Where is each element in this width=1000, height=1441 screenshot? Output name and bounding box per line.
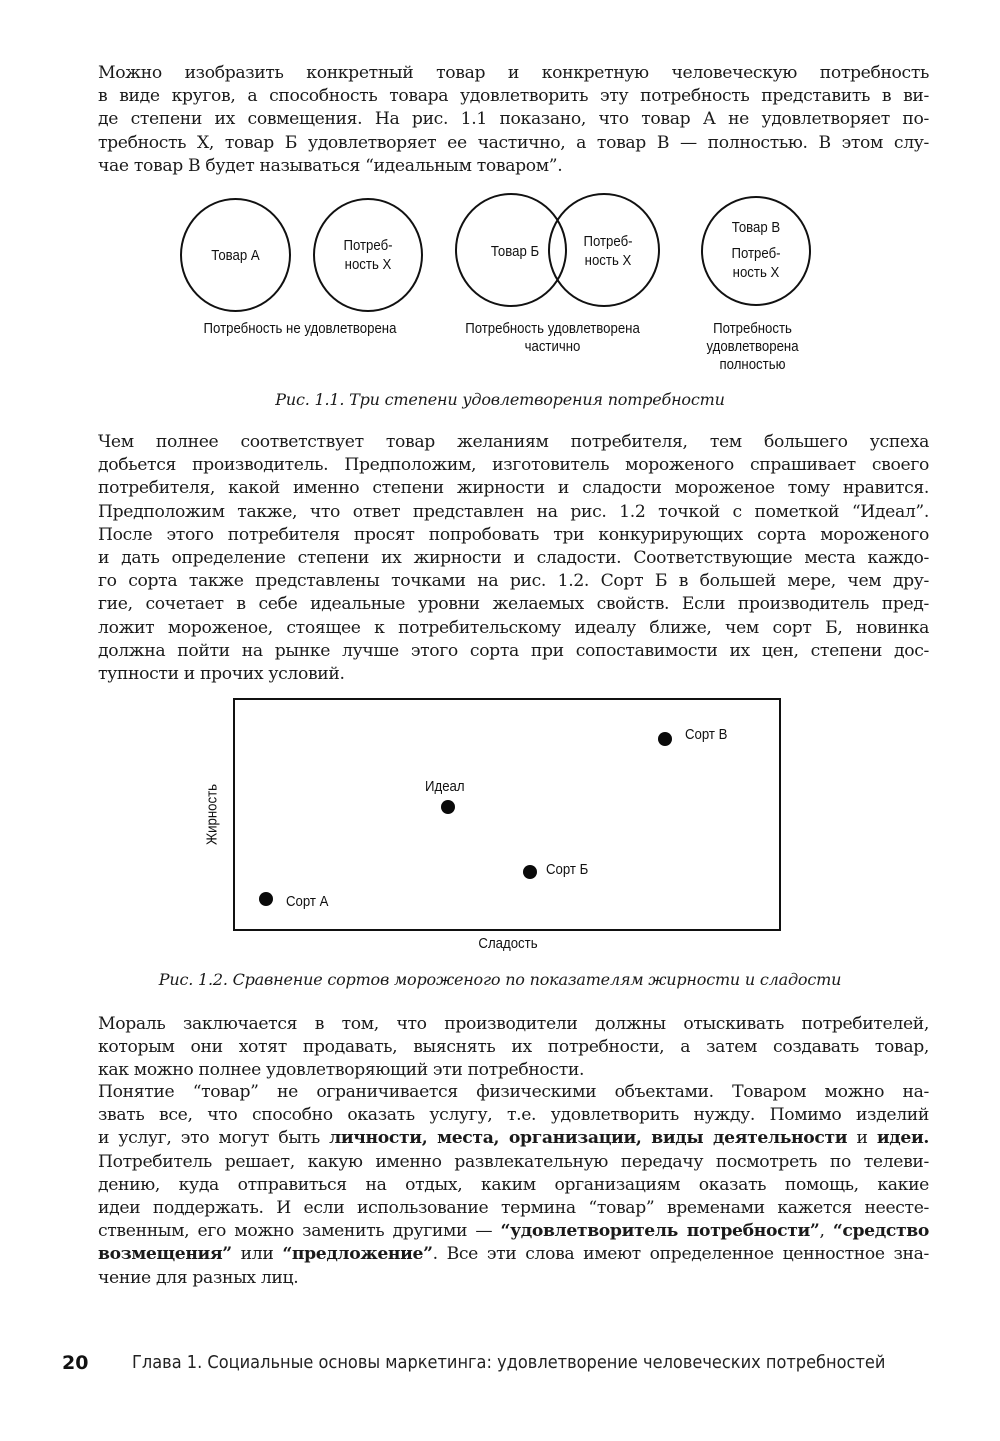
paragraph-moral <box>98 1013 929 1083</box>
point-sort-b <box>523 865 537 879</box>
text-line <box>98 1243 929 1266</box>
bold-term: идеи. <box>876 1128 929 1149</box>
text-line: звать все, что способно оказать услугу, т.е. удовлетворить нужду. Помимо изделий <box>98 1105 929 1126</box>
need-line: Потреб- <box>343 237 393 254</box>
bold-term: “предложение” <box>282 1244 433 1265</box>
paragraph-product-concept <box>98 1081 929 1290</box>
text-line: де степени их совмещения. На рис. 1.1 показано, что товар А не удовлетворяет по- <box>98 109 929 130</box>
label-line: Потребность <box>713 320 792 337</box>
label-line: удовлетворена <box>706 338 799 355</box>
need-line: ность X <box>732 264 780 281</box>
circle-need-x-3-label <box>708 244 805 282</box>
text-line: гие, сочетает в себе идеальные уровни желаемых свойств. Если производитель пред- <box>98 594 929 615</box>
bold-term: личности, места, организации, виды деятельности <box>329 1128 848 1149</box>
need-line: Потреб- <box>583 233 633 250</box>
text-line: в виде кругов, а способность товара удовлетворить эту потребность представить в ви- <box>98 86 929 107</box>
paragraph-ice-cream <box>98 431 929 686</box>
label-line: частично <box>524 338 581 355</box>
point-label-ideal: Идеал <box>425 778 465 795</box>
need-line: ность X <box>344 256 392 273</box>
text-line: Предположим также, что ответ представлен на рис. 1.2 точкой с пометкой “Идеал”. <box>98 501 929 522</box>
running-footer-chapter-title: Глава 1. Социальные основы маркетинга: удовлетворение человеческих потребностей <box>132 1352 886 1373</box>
label-line: полностью <box>719 356 786 373</box>
need-line: Потреб- <box>731 245 781 262</box>
text-line: чение для разных лиц. <box>98 1267 299 1288</box>
label-line: Потребность удовлетворена <box>465 320 640 337</box>
text-line: Чем полнее соответствует товар желаниям потребителя, тем большего успеха <box>98 432 929 452</box>
bold-term: “средство <box>832 1221 929 1242</box>
label-fully-satisfied <box>689 320 817 374</box>
text-line: ложит мороженое, стоящее к потребительскому идеалу ближе, чем сорт Б, новинка <box>98 617 929 638</box>
text-line: должна пойти на рынке лучше этого сорта при сопоставимости их цен, степени дос- <box>98 640 929 661</box>
text-line: дению, куда отправиться на отдых, каким организациям оказать помощь, какие <box>98 1174 929 1195</box>
text-line <box>98 1127 929 1150</box>
text-line <box>98 1220 929 1243</box>
text-line: го сорта также представлены точками на рис. 1.2. Сорт Б в большей мере, чем дру- <box>98 571 929 592</box>
text-run: и услуг, это могут быть <box>98 1128 330 1149</box>
figure-1-2-plot-area <box>233 698 781 931</box>
text-line: Можно изобразить конкретный товар и конкретную человеческую потребность <box>98 63 929 83</box>
figure-1-2-caption: Рис. 1.2. Сравнение сортов мороженого по показателям жирности и сладости <box>158 970 842 989</box>
point-label-sort-b: Сорт Б <box>546 861 589 878</box>
text-line: Мораль заключается в том, что производители должны отыскивать потребителей, <box>98 1014 929 1034</box>
text-line: Потребитель решает, какую именно развлекательную передачу посмотреть по телеви- <box>98 1151 929 1172</box>
need-line: ность X <box>584 252 632 269</box>
label-partially-satisfied <box>445 320 661 356</box>
text-line: идеи поддержать. И если использование термина “товар” временами кажется неесте- <box>98 1197 929 1218</box>
text-line: требность X, товар Б удовлетворяет ее частично, а товар В — полностью. В этом слу- <box>98 132 929 153</box>
circle-product-b-label: Товар Б <box>490 243 540 260</box>
text-run: . Все эти слова имеют определенное ценностное зна- <box>432 1244 929 1265</box>
text-line: потребителя, какой именно степени жирности и сладости мороженое тому нравится. <box>98 478 929 499</box>
text-line: Понятие “товар” не ограничивается физическими объектами. Товаром можно на- <box>98 1082 929 1102</box>
text-line: После этого потребителя просят попробовать три конкурирующих сорта мороженого <box>98 524 929 545</box>
text-run: , <box>819 1221 833 1242</box>
point-ideal <box>441 800 455 814</box>
text-line: тупности и прочих условий. <box>98 663 345 684</box>
circle-need-x-1-label <box>320 236 417 274</box>
circle-product-a-label: Товар А <box>211 247 260 264</box>
text-run: или <box>231 1244 283 1265</box>
label-not-satisfied: Потребность не удовлетворена <box>203 320 397 337</box>
text-line: добьется производитель. Предположим, изготовитель мороженого спрашивает своего <box>98 455 929 476</box>
bold-term: возмещения” <box>98 1244 232 1265</box>
circle-need-x-2-label <box>573 232 643 270</box>
text-line: как можно полнее удовлетворяющий эти потребности. <box>98 1060 585 1081</box>
figure-1-1-caption: Рис. 1.1. Три степени удовлетворения потребности <box>275 390 725 409</box>
text-line: которым они хотят продавать, выяснять их потребности, а затем создавать товар, <box>98 1037 929 1058</box>
page-number: 20 <box>62 1352 89 1374</box>
text-line: чае товар В будет называться “идеальным товаром”. <box>98 155 563 176</box>
point-sort-v <box>658 732 672 746</box>
text-line: и дать определение степени их жирности и сладости. Соответствующие места каждо- <box>98 547 929 568</box>
circle-product-v-label: Товар В <box>731 219 781 236</box>
point-sort-a <box>259 892 273 906</box>
text-run: и <box>847 1128 877 1149</box>
figure-1-1 <box>0 0 1000 420</box>
text-run: ственным, его можно заменить другими — <box>98 1221 501 1242</box>
y-axis-label: Жирность <box>203 783 221 846</box>
point-label-sort-v: Сорт В <box>685 726 728 743</box>
point-label-sort-a: Сорт А <box>286 893 329 910</box>
x-axis-label: Сладость <box>478 935 538 952</box>
bold-term: “удовлетворитель потребности” <box>500 1221 820 1242</box>
